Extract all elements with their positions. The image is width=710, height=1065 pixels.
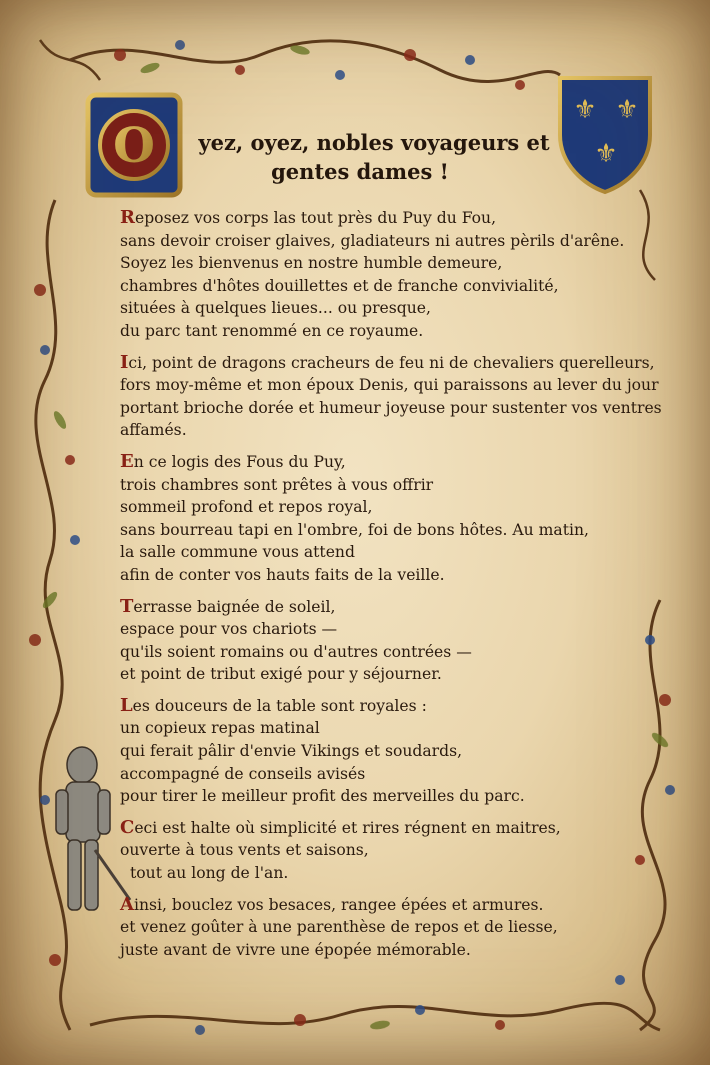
svg-text:O: O	[113, 118, 155, 174]
paragraph-initial: R	[120, 207, 135, 228]
paragraph-1: Reposez vos corps las tout près du Puy du Fou, sans devoir croiser glaives, gladiateurs ni autres pèrils d'arêne. Soyez les bienvenus en nostre humble demeure, chambres d'hôtes douillettes et de franche convivialité, situées à quelques lieues... ou presque, du parc tant renommé en ce royaume.	[120, 207, 625, 340]
knight-armor-icon	[56, 747, 130, 910]
paragraph-initial: T	[120, 595, 134, 617]
paragraph-initial: A	[120, 893, 134, 915]
title-line-1: yez, oyez, nobles voyageurs et	[198, 130, 550, 155]
paragraph-initial: I	[120, 351, 129, 373]
letter-body	[120, 207, 680, 970]
paragraph-initial: L	[120, 694, 133, 716]
svg-text:⚜: ⚜	[573, 95, 597, 125]
paragraph-7: Ainsi, bouclez vos besaces, rangee épées et armures. et venez goûter à une parenthèse de repos et de liesse, juste avant de vivre une épopée mémorable.	[120, 893, 558, 959]
paragraph-2: Ici, point de dragons cracheurs de feu ni de chevaliers querelleurs, fors moy-même et mon époux Denis, qui paraissons au lever du jour portant brioche dorée et humeur joyeuse pour sustenter vos ventres affamés.	[120, 351, 662, 440]
svg-text:⚜: ⚜	[594, 139, 618, 169]
paragraph-initial: C	[120, 816, 135, 838]
title-line-2: gentes dames !	[271, 159, 449, 184]
svg-text:⚜: ⚜	[615, 95, 639, 125]
paragraph-initial: E	[120, 450, 134, 472]
page-title	[150, 128, 570, 186]
paragraph-3: En ce logis des Fous du Puy, trois chambres sont prêtes à vous offrir sommeil profond et repos royal, sans bourreau tapi en l'ombre, foi de bons hôtes. Au matin, la salle commune vous attend afin de conter vos hauts faits de la veille.	[120, 450, 589, 584]
fleur-de-lis-shield-icon	[560, 78, 650, 192]
paragraph-6: Ceci est halte où simplicité et rires régnent en maitres, ouverte à tous vents et saisons, tout au long de l'an.	[120, 816, 561, 883]
paragraph-4: Terrasse baignée de soleil, espace pour vos chariots — qu'ils soient romains ou d'autres contrées — et point de tribut exigé pour y séjourner.	[120, 595, 472, 684]
paragraph-5: Les douceurs de la table sont royales : un copieux repas matinal qui ferait pâlir d'envie Vikings et soudards, accompagné de conseils avisés pour tirer le meilleur profit des merveilles du parc.	[120, 694, 525, 806]
